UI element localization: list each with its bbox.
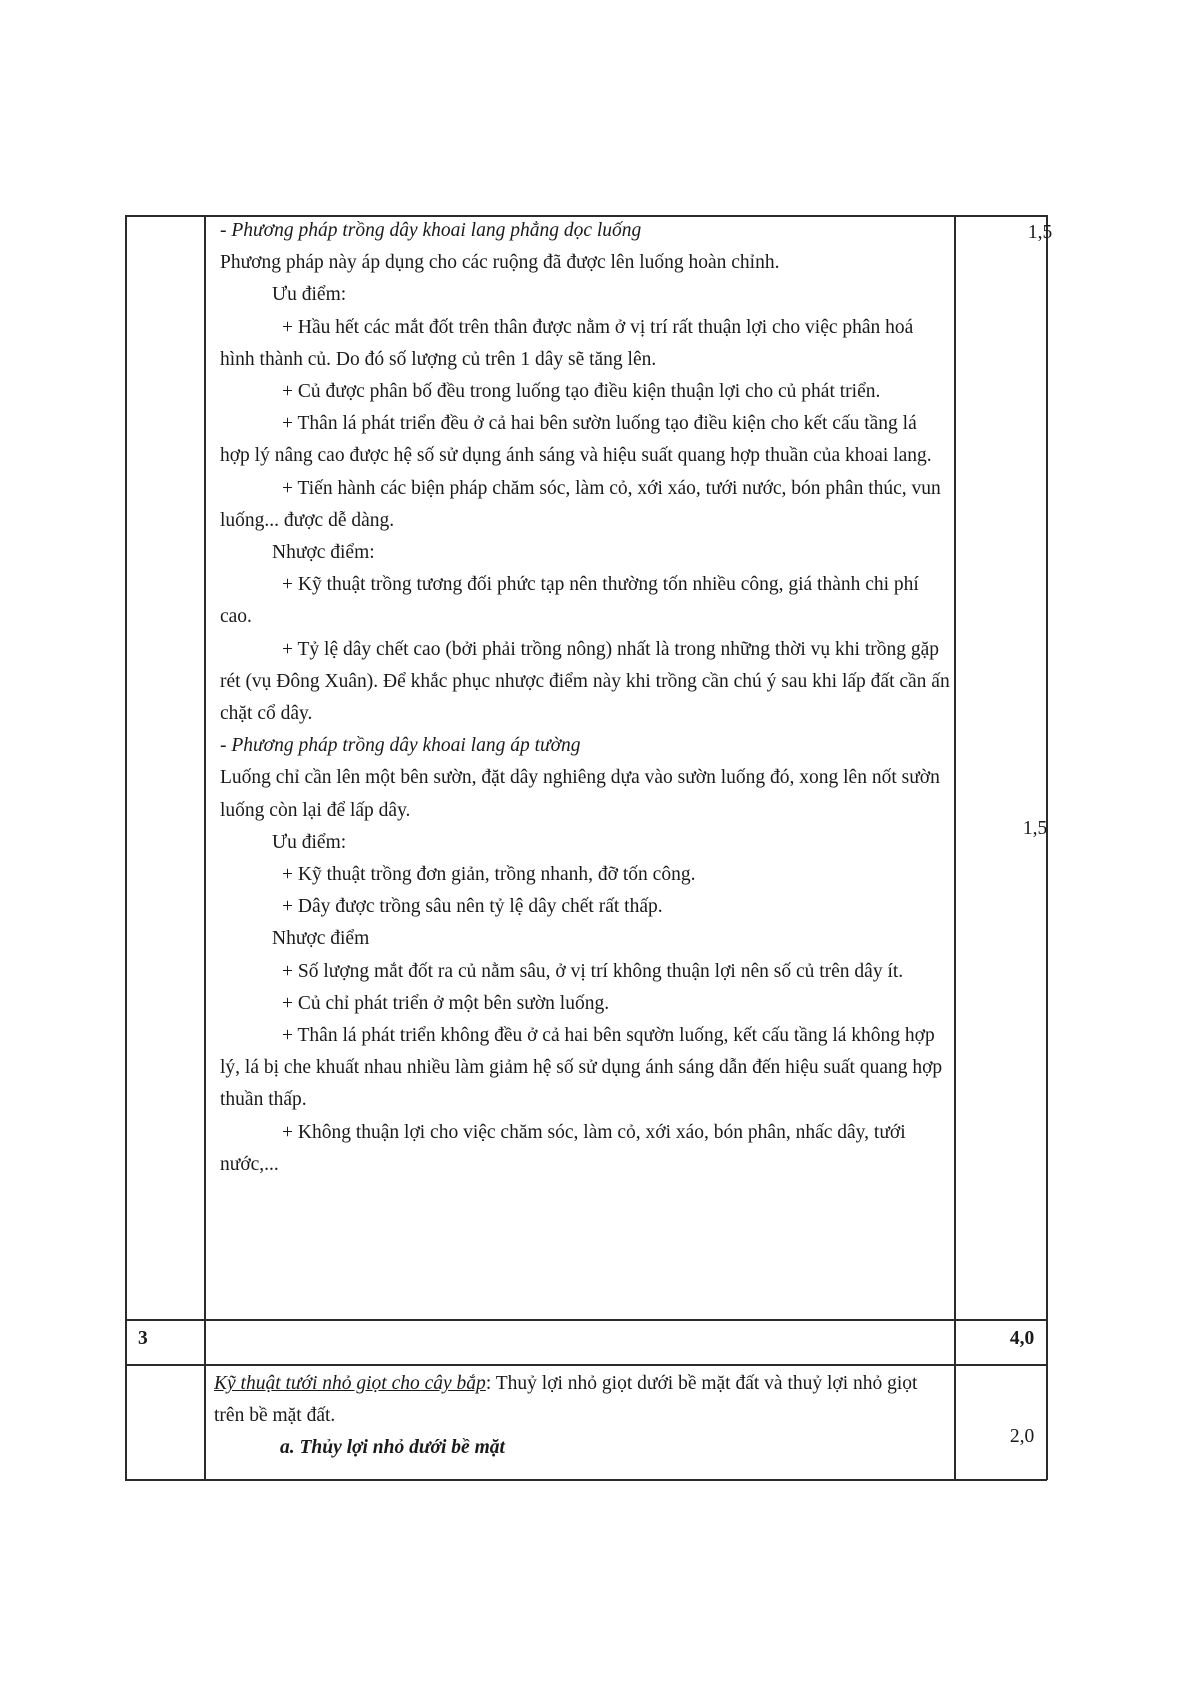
method-b-disadvantage-2: + Củ chỉ phát triển ở một bên sườn luống.	[282, 992, 610, 1014]
column-divider-left	[204, 215, 206, 1480]
drip-subheading-a: a. Thủy lợi nhỏ dưới bề mặt	[280, 1437, 505, 1459]
method-b-disadvantage-4: + Không thuận lợi cho việc chăm sóc, làm cỏ, xới xáo, bón phân, nhấc dây, tưới nước,...	[220, 1121, 906, 1175]
table-left-border	[125, 215, 127, 1480]
row3-top-border	[125, 1319, 1047, 1321]
method-b-heading: - Phương pháp trồng dây khoai lang áp tường	[220, 735, 581, 757]
method-b-advantage-1: + Kỹ thuật trồng đơn giản, trồng nhanh, đỡ tốn công.	[282, 864, 696, 886]
score-method-b: 1,5	[1022, 818, 1048, 839]
method-a-advantages-label: Ưu điểm:	[272, 284, 347, 306]
method-b-intro: Luống chỉ cần lên một bên sườn, đặt dây nghiêng dựa vào sườn luống đó, xong lên nốt sườn luống còn lại để lấp dây.	[220, 767, 940, 821]
method-a-advantage-4: + Tiến hành các biện pháp chăm sóc, làm cỏ, xới xáo, tưới nước, bón phân thúc, vun luống... được dễ dàng.	[220, 477, 941, 531]
drip-irrigation-description: : Thuỷ lợi nhỏ giọt dưới bề mặt đất và thuỷ lợi nhỏ giọt trên bề mặt đất.	[214, 1373, 918, 1427]
method-a-advantage-2: + Củ được phân bố đều trong luống tạo điều kiện thuận lợi cho củ phát triển.	[282, 381, 881, 403]
method-a-disadvantage-2: + Tỷ lệ dây chết cao (bởi phải trồng nông) nhất là trong những thời vụ khi trồng gặp rét (vụ Đông Xuân). Để khắc phục nhược điểm này khi trồng cần chú ý sau khi lấp đất cần ấn chặt cổ dây.	[220, 638, 950, 725]
table-bottom-border	[125, 1479, 1047, 1481]
column-divider-right	[954, 215, 956, 1480]
drip-irrigation-title: Kỹ thuật tưới nhỏ giọt cho cây bắp	[214, 1373, 486, 1394]
question-number: 3	[138, 1328, 148, 1349]
method-a-disadvantages-label: Nhược điểm:	[272, 542, 375, 564]
method-a-heading: - Phương pháp trồng dây khoai lang phẳng dọc luống	[220, 220, 642, 241]
method-a-advantage-1: + Hầu hết các mắt đốt trên thân được nằm ở vị trí rất thuận lợi cho việc phân hoá hình thành củ. Do đó số lượng củ trên 1 dây sẽ tăng lên.	[220, 316, 914, 370]
score-subsurface: 2,0	[1009, 1426, 1035, 1447]
score-method-a: 1,5	[1027, 222, 1053, 243]
method-b-advantage-2: + Dây được trồng sâu nên tỷ lệ dây chết rất thấp.	[282, 896, 663, 918]
upper-content-cell	[220, 215, 950, 1181]
lower-content-cell	[214, 1368, 939, 1465]
method-a-disadvantage-1: + Kỹ thuật trồng tương đối phức tạp nên thường tốn nhiều công, giá thành chi phí cao.	[220, 574, 919, 628]
method-b-disadvantage-1: + Số lượng mắt đốt ra củ nằm sâu, ở vị trí không thuận lợi nên số củ trên dây ít.	[282, 960, 904, 982]
table-right-border	[1046, 215, 1048, 1480]
method-b-disadvantage-3: + Thân lá phát triển không đều ở cả hai bên sqườn luống, kết cấu tầng lá không hợp lý, lá bị che khuất nhau nhiều làm giảm hệ số sử dụng ánh sáng dẫn đến hiệu suất quang hợp thuần thấp.	[220, 1025, 943, 1111]
method-b-disadvantages-label: Nhược điểm	[272, 928, 370, 950]
drip-irrigation-intro	[214, 1368, 939, 1432]
question-total-score: 4,0	[1009, 1328, 1035, 1349]
row3-bottom-border	[125, 1364, 1047, 1366]
method-a-intro: Phương pháp này áp dụng cho các ruộng đã được lên luống hoàn chỉnh.	[220, 252, 780, 274]
method-a-advantage-3: + Thân lá phát triển đều ở cả hai bên sườn luống tạo điều kiện cho kết cấu tầng lá hợp lý nâng cao được hệ số sử dụng ánh sáng và hiệu suất quang hợp thuần của khoai lang.	[220, 413, 932, 467]
method-b-advantages-label: Ưu điểm:	[272, 831, 347, 853]
